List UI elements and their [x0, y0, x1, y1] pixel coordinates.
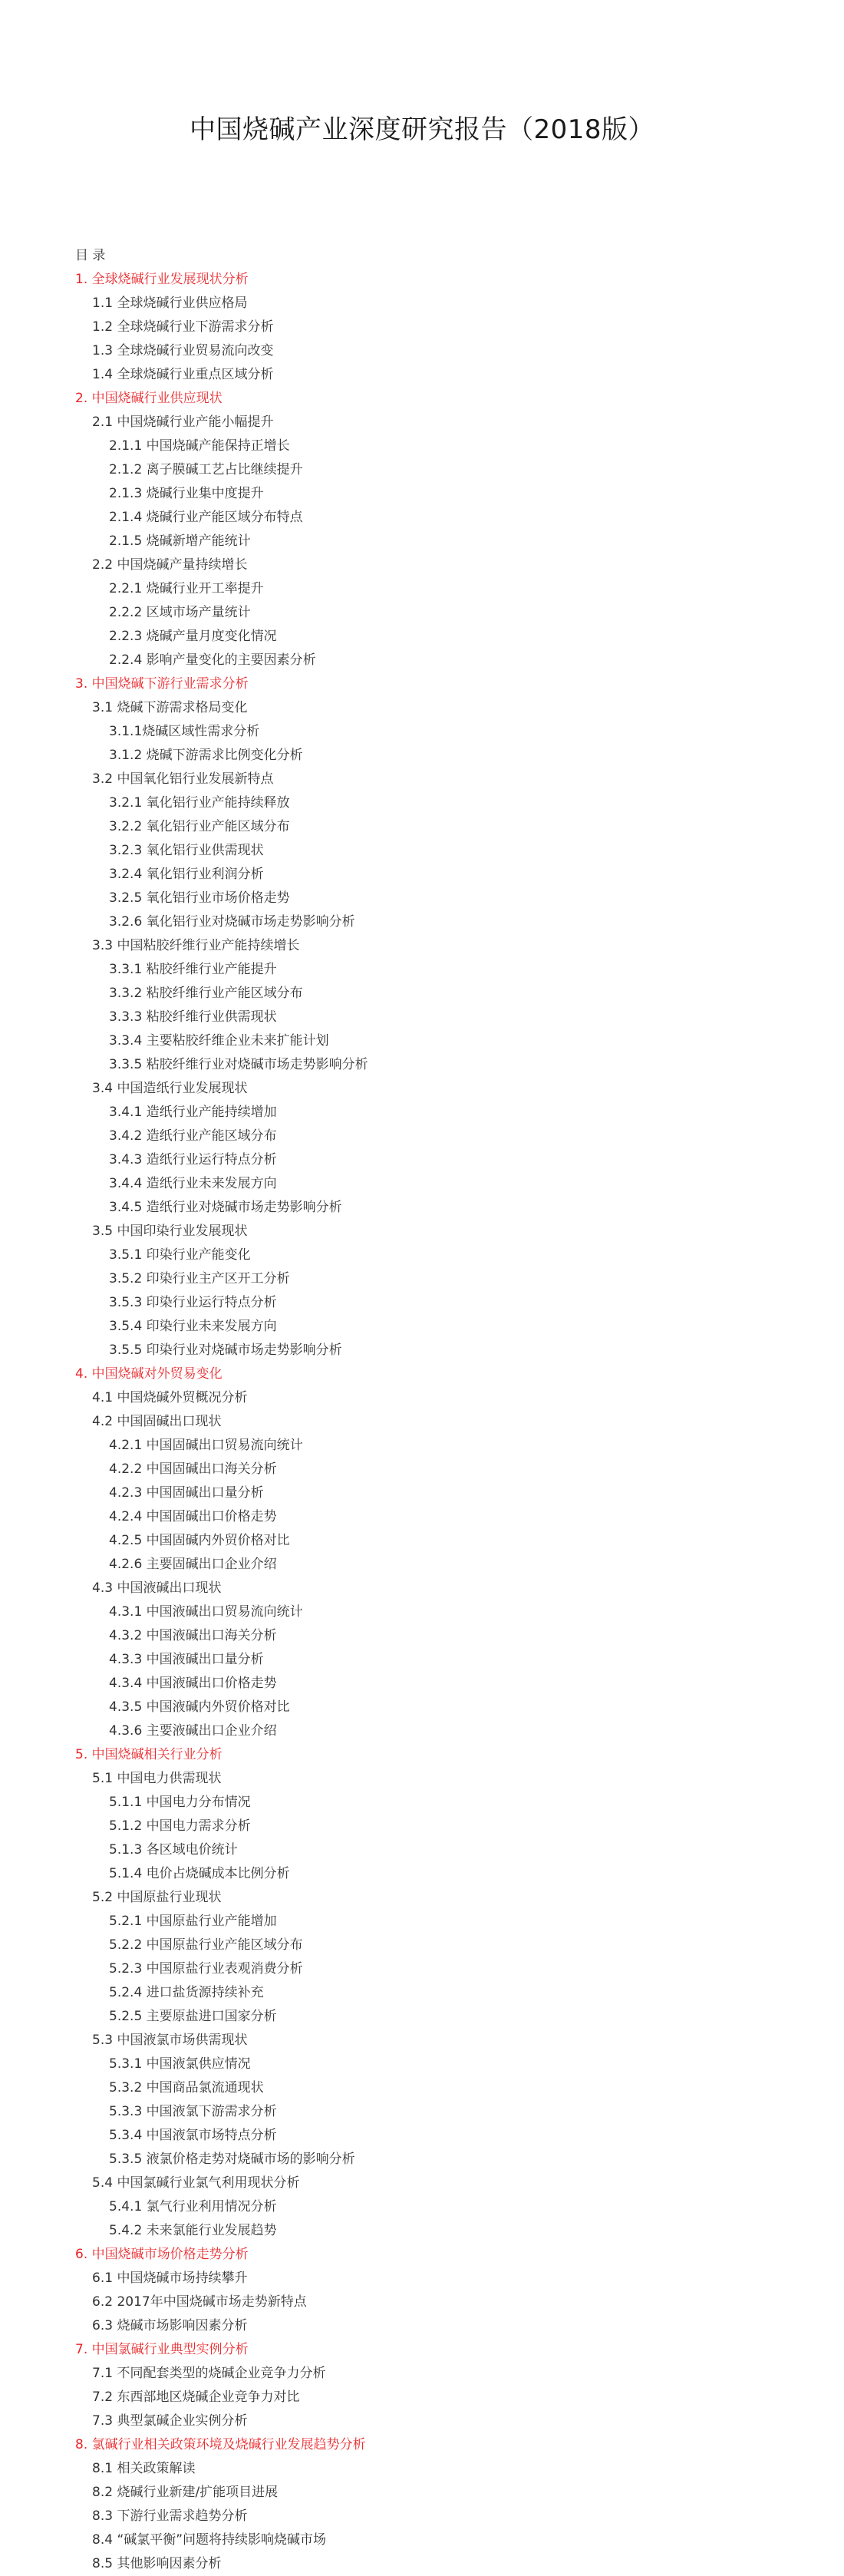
- toc-section-link[interactable]: 8.1 相关政策解读: [92, 2461, 196, 2476]
- toc-section-link[interactable]: 5.3.1 中国液氯供应情况: [109, 2056, 251, 2072]
- toc-section-link[interactable]: 5.3 中国液氯市场供需现状: [92, 2033, 248, 2048]
- toc-chapter-link[interactable]: 6. 中国烧碱市场价格走势分析: [75, 2247, 249, 2262]
- toc-section-link[interactable]: 3.5.1 印染行业产能变化: [109, 1247, 251, 1263]
- toc-section-link[interactable]: 2.1.5 烧碱新增产能统计: [109, 533, 251, 549]
- toc-section-link[interactable]: 5.4.2 未来氯能行业发展趋势: [109, 2223, 277, 2238]
- toc-section-link[interactable]: 4.2.6 主要固碱出口企业介绍: [109, 1557, 277, 1572]
- toc-section-link[interactable]: 3.4.2 造纸行业产能区域分布: [109, 1128, 277, 1144]
- toc-chapter-link[interactable]: 5. 中国烧碱相关行业分析: [75, 1747, 223, 1762]
- toc-section-link[interactable]: 5.3.5 液氯价格走势对烧碱市场的影响分析: [109, 2152, 355, 2167]
- toc-section-link[interactable]: 1.1 全球烧碱行业供应格局: [92, 296, 248, 311]
- toc-section-link[interactable]: 4.1 中国烧碱外贸概况分析: [92, 1390, 248, 1405]
- toc-section-link[interactable]: 3.2.2 氧化铝行业产能区域分布: [109, 819, 290, 834]
- toc-chapter-link[interactable]: 8. 氯碱行业相关政策环境及烧碱行业发展趋势分析: [75, 2437, 366, 2452]
- toc-section-link[interactable]: 4.3.1 中国液碱出口贸易流向统计: [109, 1604, 303, 1620]
- toc-section-link[interactable]: 4.2 中国固碱出口现状: [92, 1414, 222, 1429]
- toc-section-link[interactable]: 5.2 中国原盐行业现状: [92, 1890, 222, 1905]
- toc-section-link[interactable]: 2.1.2 离子膜碱工艺占比继续提升: [109, 462, 303, 477]
- toc-section-link[interactable]: 5.3.3 中国液氯下游需求分析: [109, 2104, 277, 2119]
- toc-chapter-link[interactable]: 3. 中国烧碱下游行业需求分析: [75, 676, 249, 692]
- toc-section-link[interactable]: 6.2 2017年中国烧碱市场走势新特点: [92, 2294, 307, 2310]
- toc-section-link[interactable]: 5.2.5 主要原盐进口国家分析: [109, 2009, 277, 2024]
- toc-section-link[interactable]: 3.4.4 造纸行业未来发展方向: [109, 1176, 277, 1191]
- toc-section-link[interactable]: 7.1 不同配套类型的烧碱企业竞争力分析: [92, 2366, 326, 2381]
- toc-section-link[interactable]: 4.2.1 中国固碱出口贸易流向统计: [109, 1438, 303, 1453]
- toc-section-link[interactable]: 4.3.4 中国液碱出口价格走势: [109, 1676, 277, 1691]
- toc-section-link[interactable]: 3.5.3 印染行业运行特点分析: [109, 1295, 277, 1310]
- toc-section-link[interactable]: 2.1 中国烧碱行业产能小幅提升: [92, 414, 274, 430]
- toc-list: [75, 268, 812, 2575]
- toc-section-link[interactable]: 4.3.6 主要液碱出口企业介绍: [109, 1723, 277, 1739]
- toc-section-link[interactable]: 5.1 中国电力供需现状: [92, 1771, 222, 1786]
- toc-section-link[interactable]: 2.1.1 中国烧碱产能保持正增长: [109, 438, 290, 454]
- toc-section-link[interactable]: 3.1.2 烧碱下游需求比例变化分析: [109, 748, 303, 763]
- toc-chapter-link[interactable]: 1. 全球烧碱行业发展现状分析: [75, 272, 249, 287]
- toc-section-link[interactable]: 3.3.5 粘胶纤维行业对烧碱市场走势影响分析: [109, 1057, 368, 1072]
- toc-section-link[interactable]: 4.2.3 中国固碱出口量分析: [109, 1485, 264, 1501]
- toc-section-link[interactable]: 7.3 典型氯碱企业实例分析: [92, 2413, 248, 2429]
- toc-section-link[interactable]: 3.3 中国粘胶纤维行业产能持续增长: [92, 938, 300, 953]
- toc-section-link[interactable]: 5.1.4 电价占烧碱成本比例分析: [109, 1866, 290, 1881]
- toc-section-link[interactable]: 6.1 中国烧碱市场持续攀升: [92, 2271, 248, 2286]
- table-of-contents: [75, 244, 812, 2576]
- toc-section-link[interactable]: 4.3 中国液碱出口现状: [92, 1580, 222, 1596]
- toc-section-link[interactable]: 3.4.5 造纸行业对烧碱市场走势影响分析: [109, 1200, 342, 1215]
- toc-section-link[interactable]: 3.2.5 氧化铝行业市场价格走势: [109, 890, 290, 906]
- toc-section-link[interactable]: 6.3 烧碱市场影响因素分析: [92, 2318, 248, 2333]
- toc-chapter-link[interactable]: 4. 中国烧碱对外贸易变化: [75, 1366, 223, 1382]
- toc-section-link[interactable]: 5.3.4 中国液氯市场特点分析: [109, 2128, 277, 2143]
- toc-section-link[interactable]: 4.3.2 中国液碱出口海关分析: [109, 1628, 277, 1643]
- toc-section-link[interactable]: 2.1.3 烧碱行业集中度提升: [109, 486, 264, 501]
- toc-section-link[interactable]: 8.2 烧碱行业新建/扩能项目进展: [92, 2485, 279, 2500]
- toc-section-link[interactable]: 3.3.3 粘胶纤维行业供需现状: [109, 1009, 277, 1025]
- toc-section-link[interactable]: 4.2.4 中国固碱出口价格走势: [109, 1509, 277, 1524]
- toc-section-link[interactable]: 2.2.2 区域市场产量统计: [109, 605, 251, 620]
- toc-section-link[interactable]: 3.1.1烧碱区域性需求分析: [109, 724, 260, 739]
- toc-section-link[interactable]: 4.3.3 中国液碱出口量分析: [109, 1652, 264, 1667]
- toc-section-link[interactable]: 8.3 下游行业需求趋势分析: [92, 2508, 248, 2524]
- toc-section-link[interactable]: 3.5.5 印染行业对烧碱市场走势影响分析: [109, 1342, 342, 1358]
- toc-heading: 目 录: [75, 248, 106, 263]
- toc-section-link[interactable]: 4.2.5 中国固碱内外贸价格对比: [109, 1533, 290, 1548]
- toc-section-link[interactable]: 5.2.3 中国原盐行业表观消费分析: [109, 1961, 303, 1977]
- toc-section-link[interactable]: 5.1.2 中国电力需求分析: [109, 1818, 251, 1834]
- toc-section-link[interactable]: 3.5.4 印染行业未来发展方向: [109, 1319, 277, 1334]
- toc-section-link[interactable]: 3.3.1 粘胶纤维行业产能提升: [109, 962, 277, 977]
- toc-section-link[interactable]: 2.2.4 影响产量变化的主要因素分析: [109, 652, 316, 668]
- toc-section-link[interactable]: 1.2 全球烧碱行业下游需求分析: [92, 319, 274, 335]
- toc-section-link[interactable]: 5.4 中国氯碱行业氯气利用现状分析: [92, 2175, 300, 2191]
- toc-section-link[interactable]: 5.2.2 中国原盐行业产能区域分布: [109, 1937, 303, 1953]
- toc-section-link[interactable]: 1.4 全球烧碱行业重点区域分析: [92, 367, 274, 382]
- toc-section-link[interactable]: 4.3.5 中国液碱内外贸价格对比: [109, 1699, 290, 1715]
- toc-section-link[interactable]: 3.4.3 造纸行业运行特点分析: [109, 1152, 277, 1167]
- toc-section-link[interactable]: 3.5 中国印染行业发展现状: [92, 1224, 248, 1239]
- toc-section-link[interactable]: 5.2.1 中国原盐行业产能增加: [109, 1914, 277, 1929]
- toc-section-link[interactable]: 8.4 “碱氯平衡”问题将持续影响烧碱市场: [92, 2532, 327, 2548]
- toc-section-link[interactable]: 8.5 其他影响因素分析: [92, 2556, 222, 2571]
- toc-section-link[interactable]: 5.2.4 进口盐货源持续补充: [109, 1985, 264, 2000]
- toc-section-link[interactable]: 5.1.1 中国电力分布情况: [109, 1795, 251, 1810]
- toc-section-link[interactable]: 2.2.1 烧碱行业开工率提升: [109, 581, 264, 596]
- toc-section-link[interactable]: 3.5.2 印染行业主产区开工分析: [109, 1271, 290, 1286]
- toc-section-link[interactable]: 5.3.2 中国商品氯流通现状: [109, 2080, 264, 2095]
- toc-section-link[interactable]: 2.2 中国烧碱产量持续增长: [92, 557, 248, 573]
- toc-section-link[interactable]: 3.4.1 造纸行业产能持续增加: [109, 1105, 277, 1120]
- toc-section-link[interactable]: 2.1.4 烧碱行业产能区域分布特点: [109, 510, 303, 525]
- toc-section-link[interactable]: 3.1 烧碱下游需求格局变化: [92, 700, 248, 715]
- toc-section-link[interactable]: 1.3 全球烧碱行业贸易流向改变: [92, 343, 274, 358]
- toc-section-link[interactable]: 3.2.1 氧化铝行业产能持续释放: [109, 795, 290, 811]
- toc-chapter-link[interactable]: 7. 中国氯碱行业典型实例分析: [75, 2342, 249, 2357]
- toc-section-link[interactable]: 3.2.3 氧化铝行业供需现状: [109, 843, 264, 858]
- toc-section-link[interactable]: 3.2.4 氧化铝行业利润分析: [109, 867, 264, 882]
- toc-section-link[interactable]: 2.2.3 烧碱产量月度变化情况: [109, 629, 277, 644]
- report-title: 中国烧碱产业深度研究报告（2018版）: [189, 114, 655, 145]
- toc-section-link[interactable]: 3.2.6 氧化铝行业对烧碱市场走势影响分析: [109, 914, 355, 930]
- toc-section-link[interactable]: 5.1.3 各区域电价统计: [109, 1842, 238, 1858]
- toc-section-link[interactable]: 5.4.1 氯气行业利用情况分析: [109, 2199, 277, 2214]
- toc-chapter-link[interactable]: 2. 中国烧碱行业供应现状: [75, 391, 223, 406]
- toc-section-link[interactable]: 3.3.4 主要粘胶纤维企业未来扩能计划: [109, 1033, 329, 1049]
- toc-section-link[interactable]: 3.3.2 粘胶纤维行业产能区域分布: [109, 986, 303, 1001]
- toc-section-link[interactable]: 7.2 东西部地区烧碱企业竞争力对比: [92, 2389, 300, 2405]
- toc-section-link[interactable]: 3.4 中国造纸行业发展现状: [92, 1081, 248, 1096]
- toc-section-link[interactable]: 4.2.2 中国固碱出口海关分析: [109, 1461, 277, 1477]
- toc-section-link[interactable]: 3.2 中国氧化铝行业发展新特点: [92, 771, 274, 787]
